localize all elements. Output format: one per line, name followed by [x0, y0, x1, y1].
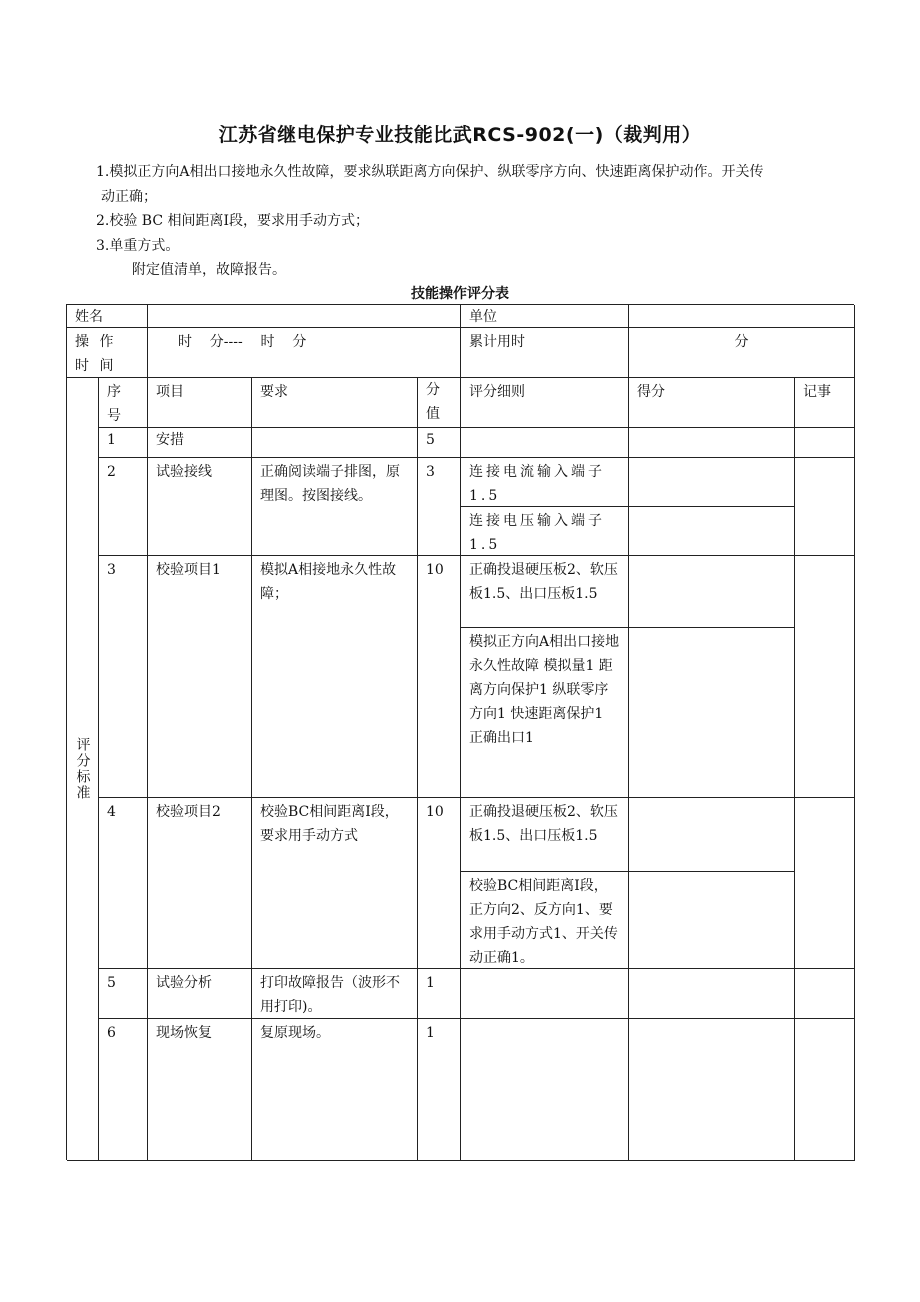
row-6-seq: 6	[99, 1019, 148, 1161]
name-label: 姓名	[67, 305, 148, 328]
row-5-item: 试验分析	[148, 969, 252, 1019]
header-item: 项目	[148, 378, 252, 428]
row-2-rule-1: 连接电流输入端子 1.5	[461, 458, 629, 507]
row-5-score: 1	[418, 969, 461, 1019]
cum-time-label: 累计用时	[461, 328, 629, 378]
row-5-rule	[461, 969, 629, 1019]
row-3-note[interactable]	[795, 556, 855, 798]
row-6-item: 现场恢复	[148, 1019, 252, 1161]
row-5-req: 打印故障报告（波形不用打印)。	[252, 969, 418, 1019]
row-3-req: 模拟A相接地永久性故障；	[252, 556, 418, 798]
row-2-rule-2: 连接电压输入端子 1.5	[461, 507, 629, 556]
header-seq: 序号	[99, 378, 148, 428]
row-1-score: 5	[418, 428, 461, 458]
row-4-rule-1: 正确投退硬压板2、软压板1.5、出口压板1.5	[461, 798, 629, 872]
name-value[interactable]	[148, 305, 461, 328]
row-1-item: 安措	[148, 428, 252, 458]
row-1-got[interactable]	[629, 428, 795, 458]
instructions	[96, 160, 886, 283]
row-5-note[interactable]	[795, 969, 855, 1019]
row-2-got-1[interactable]	[629, 458, 795, 507]
row-1-req	[252, 428, 418, 458]
row-4-got-1[interactable]	[629, 798, 795, 872]
row-3-score: 10	[418, 556, 461, 798]
row-3-item: 校验项目1	[148, 556, 252, 798]
unit-value[interactable]	[629, 305, 855, 328]
unit-label: 单位	[461, 305, 629, 328]
row-2-got-2[interactable]	[629, 507, 795, 556]
row-4-rule-2: 校验BC相间距离Ⅰ段，正方向2、反方向1、要求用手动方式1、开关传动正确1。	[461, 872, 629, 969]
row-6-score: 1	[418, 1019, 461, 1161]
row-2-note[interactable]	[795, 458, 855, 556]
row-4-score: 10	[418, 798, 461, 969]
row-2-req: 正确阅读端子排图，原理图。按图接线。	[252, 458, 418, 556]
row-2-score: 3	[418, 458, 461, 556]
op-time-value[interactable]: 时 分---- 时 分	[148, 328, 461, 378]
row-3-rule-2: 模拟正方向A相出口接地永久性故障 模拟量1 距离方向保护1 纵联零序方向1 快速距离保护1 正确出口1	[461, 628, 629, 798]
row-6-req: 复原现场。	[252, 1019, 418, 1161]
scoring-standard-label: 评分标准	[67, 378, 99, 1161]
row-4-seq: 4	[99, 798, 148, 969]
op-time-label: 操 作 时 间	[67, 328, 148, 378]
row-6-rule	[461, 1019, 629, 1161]
instruction-2: 2.校验 BC 相间距离Ⅰ段，要求用手动方式；	[96, 213, 370, 229]
instruction-appendix: 附定值清单，故障报告。	[132, 262, 286, 278]
score-table	[66, 304, 854, 1160]
header-req: 要求	[252, 378, 418, 428]
row-3-got-1[interactable]	[629, 556, 795, 628]
row-2-seq: 2	[99, 458, 148, 556]
row-4-item: 校验项目2	[148, 798, 252, 969]
cum-time-value[interactable]: 分	[629, 328, 855, 378]
row-4-note[interactable]	[795, 798, 855, 969]
header-rule: 评分细则	[461, 378, 629, 428]
row-1-note[interactable]	[795, 428, 855, 458]
row-3-got-2[interactable]	[629, 628, 795, 798]
row-4-req: 校验BC相间距离Ⅰ段，要求用手动方式	[252, 798, 418, 969]
row-1-seq: 1	[99, 428, 148, 458]
row-5-seq: 5	[99, 969, 148, 1019]
row-4-got-2[interactable]	[629, 872, 795, 969]
table-caption: 技能操作评分表	[411, 286, 509, 302]
row-6-got[interactable]	[629, 1019, 795, 1161]
row-3-seq: 3	[99, 556, 148, 798]
row-2-item: 试验接线	[148, 458, 252, 556]
instruction-3: 3.单重方式。	[96, 237, 180, 254]
instruction-1-cont: 动正确；	[101, 188, 157, 205]
row-3-rule-1: 正确投退硬压板2、软压板1.5、出口压板1.5	[461, 556, 629, 628]
header-got: 得分	[629, 378, 795, 428]
row-6-note[interactable]	[795, 1019, 855, 1161]
header-score: 分值	[418, 378, 461, 428]
header-note: 记事	[795, 378, 855, 428]
instruction-1: 1.模拟正方向A相出口接地永久性故障，要求纵联距离方向保护、纵联零序方向、快速距离保护动作。开关传	[96, 164, 764, 180]
page-title: 江苏省继电保护专业技能比武RCS-902(一)（裁判用）	[218, 124, 702, 146]
row-1-rule	[461, 428, 629, 458]
row-5-got[interactable]	[629, 969, 795, 1019]
